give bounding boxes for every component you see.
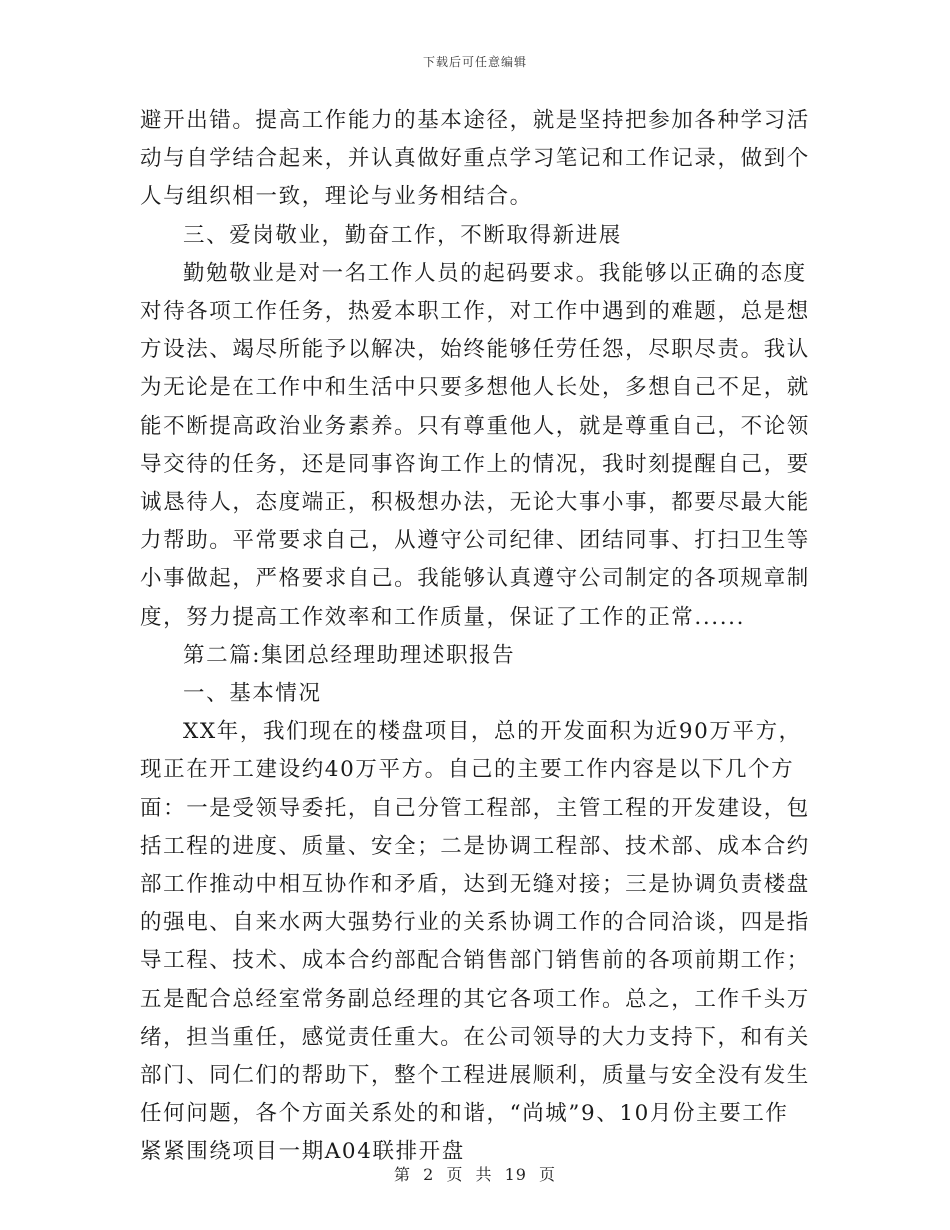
total-pages-number: 19 bbox=[504, 1165, 527, 1184]
chapter-title-2: 第二篇:集团总经理助理述职报告 bbox=[183, 642, 516, 668]
page-header: 下载后可任意编辑 bbox=[422, 55, 527, 69]
page-label-mid1: 页 bbox=[446, 1165, 464, 1184]
section-heading-3: 三、爱岗敬业，勤奋工作，不断取得新进展 bbox=[183, 222, 622, 248]
section-heading-1: 一、基本情况 bbox=[183, 681, 322, 707]
paragraph-continuation: 避开出错。提高工作能力的基本途径，就是坚持把参加各种学习活动与自学结合起来，并认真做好重点学习笔记和工作记录，做到个人与组织相一致，理论与业务相结合。 bbox=[140, 108, 810, 210]
page-footer bbox=[0, 1162, 950, 1185]
page-label-suffix: 页 bbox=[539, 1165, 557, 1184]
current-page-number: 2 bbox=[423, 1165, 435, 1184]
paragraph-diligence: 勤勉敬业是对一名工作人员的起码要求。我能够以正确的态度对待各项工作任务，热爱本职工作，对工作中遇到的难题，总是想方设法、竭尽所能予以解决，始终能够任劳任怨，尽职尽责。我认为无论是在工作中和生活中只要多想他人长处，多想自己不足，就能不断提高政治业务素养。只有尊重他人，就是尊重自己，不论领导交待的任务，还是同事咨询工作上的情况，我时刻提醒自己，要诚恳待人，态度端正，积极想办法，无论大事小事，都要尽最大能力帮助。平常要求自己，从遵守公司纪律、团结同事、打扫卫生等小事做起，严格要求自己。我能够认真遵守公司制定的各项规章制度，努力提高工作效率和工作质量，保证了工作的正常...... bbox=[140, 260, 810, 630]
paragraph-basic-situation: XX年，我们现在的楼盘项目，总的开发面积为近90万平方，现正在开工建设约40万平方。自己的主要工作内容是以下几个方面：一是受领导委托，自己分管工程部，主管工程的开发建设，包括工程的进度、质量、安全；二是协调工程部、技术部、成本合约部工作推动中相互协作和矛盾，达到无缝对接；三是协调负责楼盘的强电、自来水两大强势行业的关系协调工作的合同洽谈，四是指导工程、技术、成本合约部配合销售部门销售前的各项前期工作；五是配合总经室常务副总经理的其它各项工作。总之，工作千头万绪，担当重任，感觉责任重大。在公司领导的大力支持下，和有关部门、同仁们的帮助下，整个工程进展顺利，质量与安全没有发生任何问题，各个方面关系处的和谐，“尚城”9、10月份主要工作紧紧围绕项目一期A04联排开盘 bbox=[140, 719, 810, 1165]
page-label-prefix: 第 bbox=[393, 1165, 411, 1184]
page-label-mid2: 共 bbox=[475, 1165, 493, 1184]
document-body bbox=[140, 102, 810, 1172]
